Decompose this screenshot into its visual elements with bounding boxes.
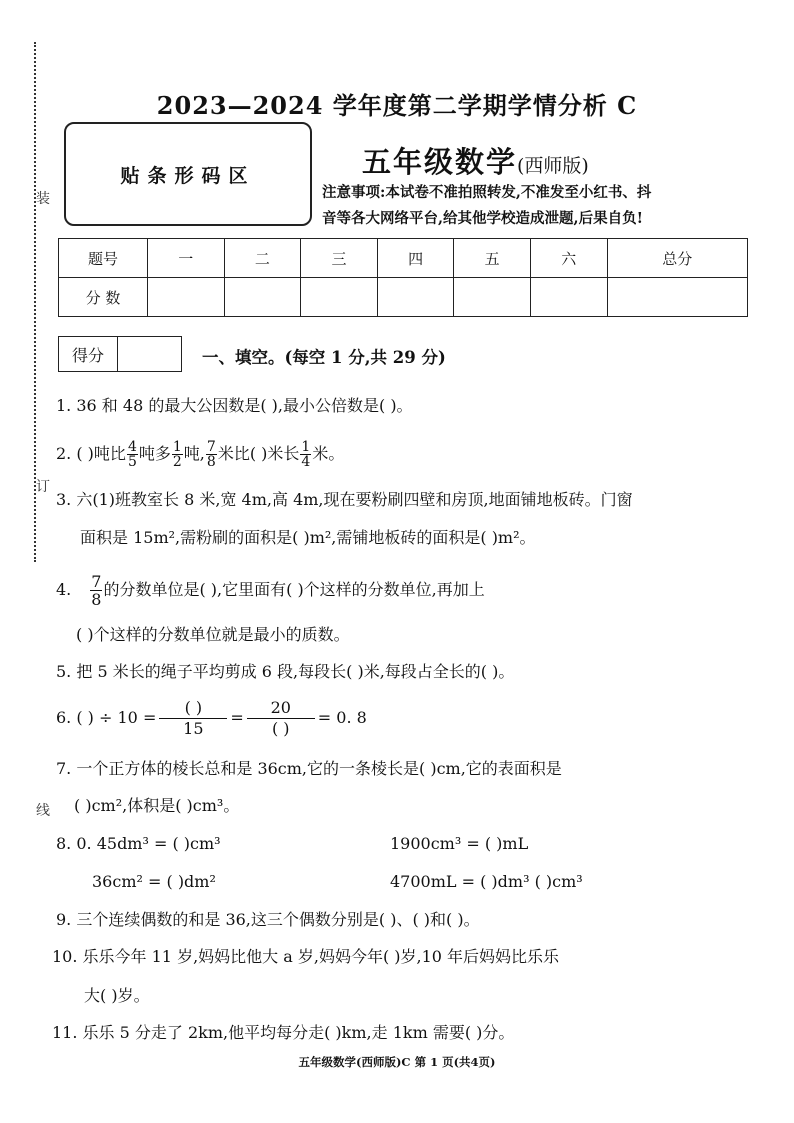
score-cell[interactable] xyxy=(148,278,225,317)
score-cell[interactable] xyxy=(301,278,378,317)
fraction-numerator: 7 xyxy=(91,572,102,591)
fraction xyxy=(247,698,315,739)
notice-line: 音等各大网络平台,给其他学校造成泄题,后果自负! xyxy=(322,210,643,227)
question-3-line-1: 3. 六(1)班教室长 8 米,宽 4m,高 4m,现在要粉刷四壁和房顶,地面铺地板砖。门窗 xyxy=(56,490,633,509)
subject-title xyxy=(362,140,589,181)
score-table xyxy=(58,238,748,317)
score-entry[interactable] xyxy=(118,337,181,371)
score-cell[interactable] xyxy=(607,278,747,317)
question-5: 5. 把 5 米长的绳子平均剪成 6 段,每段长( )米,每段占全长的( )。 xyxy=(56,662,515,681)
notice xyxy=(322,180,752,232)
fraction-denominator: 4 xyxy=(301,454,311,470)
question-11: 11. 乐乐 5 分走了 2km,他平均每分走( )km,走 1km 需要( )分。 xyxy=(52,1023,515,1042)
question-2 xyxy=(56,440,344,469)
question-10-line-2: 大( )岁。 xyxy=(84,986,150,1005)
header-cell: 一 xyxy=(148,239,225,278)
header-cell: 五 xyxy=(454,239,531,278)
page-footer: 五年级数学(西师版)C 第 1 页(共4页) xyxy=(298,1055,496,1069)
fraction-denominator: 5 xyxy=(127,454,137,470)
score-cell[interactable] xyxy=(454,278,531,317)
fraction-denominator: 15 xyxy=(183,719,204,738)
q2-text: 米。 xyxy=(312,444,345,463)
exam-title: 2023—2024 学年度第二学期学情分析 C xyxy=(156,91,638,120)
subject-name: 五年级数学 xyxy=(362,145,518,179)
header-cell: 三 xyxy=(301,239,378,278)
fraction xyxy=(300,440,311,469)
fraction xyxy=(127,440,138,469)
question-7-line-1: 7. 一个正方体的棱长总和是 36cm,它的一条棱长是( )cm,它的表面积是 xyxy=(56,759,562,778)
fraction-denominator: 2 xyxy=(172,454,182,470)
score-label: 得分 xyxy=(59,337,118,371)
score-cell[interactable] xyxy=(377,278,454,317)
barcode-area-label: 贴条形码区 xyxy=(120,164,256,187)
q6-text: 6. ( ) ÷ 10 = xyxy=(56,708,157,727)
notice-line: 注意事项:本试卷不准拍照转发,不准发至小红书、抖 xyxy=(322,184,652,201)
question-8-row-2-left: 36cm² = ( )dm² xyxy=(92,872,216,891)
fraction xyxy=(159,698,227,739)
q2-text: 吨, xyxy=(183,444,205,463)
question-8-row-1-right: 1900cm³ = ( )mL xyxy=(390,834,529,853)
header-cell: 题号 xyxy=(59,239,148,278)
score-table-header-row xyxy=(59,239,748,278)
fraction xyxy=(172,440,183,469)
side-mark: 订 xyxy=(36,479,50,495)
question-8-row-2-right: 4700mL = ( )dm³ ( )cm³ xyxy=(390,872,583,891)
header-cell: 六 xyxy=(530,239,607,278)
question-1: 1. 36 和 48 的最大公因数是( ),最小公倍数是( )。 xyxy=(56,396,413,415)
fraction-denominator: 8 xyxy=(206,454,216,470)
section-title: 一、填空。(每空 1 分,共 29 分) xyxy=(202,348,446,367)
question-8-row-1-left: 8. 0. 45dm³ = ( )cm³ xyxy=(56,834,221,853)
question-10-line-1: 10. 乐乐今年 11 岁,妈妈比他大 a 岁,妈妈今年( )岁,10 年后妈妈比乐乐 xyxy=(52,947,560,966)
fraction-numerator: 1 xyxy=(301,439,311,455)
side-mark: 装 xyxy=(36,191,50,207)
question-3-line-2: 面积是 15m²,需粉刷的面积是( )m²,需铺地板砖的面积是( )m²。 xyxy=(80,528,536,547)
fraction xyxy=(206,440,217,469)
q2-text: 吨多 xyxy=(138,444,171,463)
fraction-numerator: 20 xyxy=(247,698,315,719)
score-row-label: 分 数 xyxy=(59,278,148,317)
question-6 xyxy=(56,698,367,739)
q6-text: = 0. 8 xyxy=(317,708,367,727)
barcode-area xyxy=(64,122,312,226)
question-4-line-1 xyxy=(56,573,485,608)
q6-equals: = xyxy=(230,708,244,727)
score-table-score-row xyxy=(59,278,748,317)
fraction xyxy=(90,573,102,608)
header-cell: 四 xyxy=(377,239,454,278)
fraction-numerator: 4 xyxy=(127,439,137,455)
score-cell[interactable] xyxy=(530,278,607,317)
question-7-line-2: ( )cm²,体积是( )cm³。 xyxy=(74,796,240,815)
side-mark: 线 xyxy=(36,803,50,819)
fraction-denominator: ( ) xyxy=(271,719,290,738)
header-cell: 总分 xyxy=(607,239,747,278)
q2-text: 2. ( )吨比 xyxy=(56,444,126,463)
score-cell[interactable] xyxy=(224,278,301,317)
question-4-line-2: ( )个这样的分数单位就是最小的质数。 xyxy=(76,625,350,644)
section-score-box xyxy=(58,336,182,372)
q4-number: 4. xyxy=(56,580,72,599)
q4-text: 的分数单位是( ),它里面有( )个这样的分数单位,再加上 xyxy=(103,580,485,599)
q2-text: 米比( )米长 xyxy=(217,444,300,463)
header-cell: 二 xyxy=(224,239,301,278)
fraction-numerator: ( ) xyxy=(159,698,227,719)
fraction-numerator: 1 xyxy=(172,439,182,455)
fraction-denominator: 8 xyxy=(91,590,102,609)
edition-label: (西师版) xyxy=(517,155,589,177)
fraction-numerator: 7 xyxy=(206,439,216,455)
question-9: 9. 三个连续偶数的和是 36,这三个偶数分别是( )、( )和( )。 xyxy=(56,910,480,929)
